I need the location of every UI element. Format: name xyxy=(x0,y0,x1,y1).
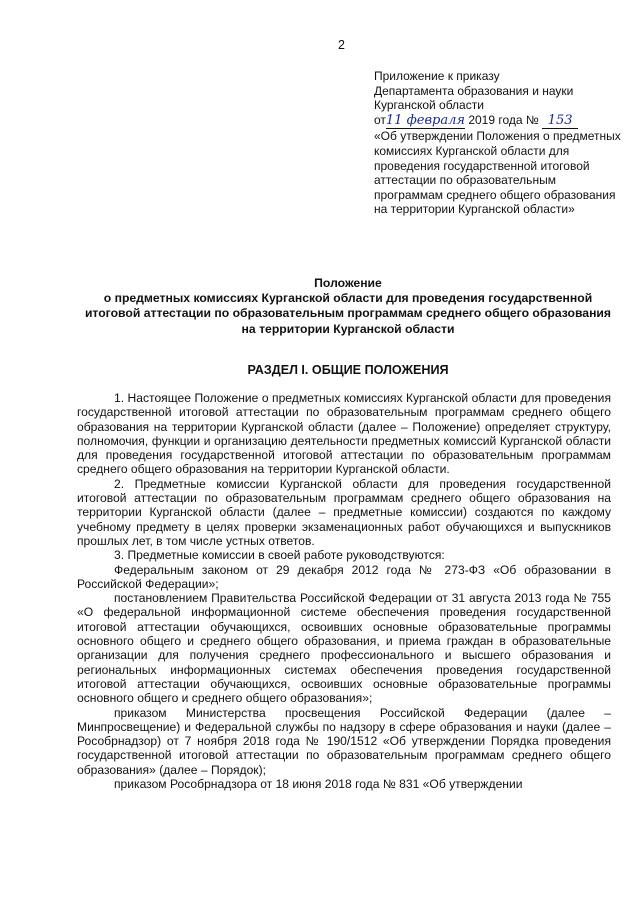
date-prefix: от xyxy=(374,112,386,127)
paragraph: 1. Настоящее Положение о предметных комиссиях Курганской области для проведения государственной итоговой аттестации по образовательным программам среднего общего образования на территории Курганской области (далее – Положение) определяет структуру, полномочия, функции и организацию деятельности предметных комиссий Курганской области для проведения государственной итоговой аттестации по образовательным программам среднего общего образования на территории Курганской области. xyxy=(77,391,611,477)
paragraph: приказом Министерства просвещения Российской Федерации (далее – Минпросвещение) и Федеральной службы по надзору в сфере образования и науки (далее – Рособрнадзор) от 7 ноября 2018 года № 190/1512 «Об утверждении Порядка проведения государственной итоговой аттестации по образовательным программам среднего общего образования» (далее – Порядок); xyxy=(77,705,611,777)
document-body xyxy=(77,391,611,791)
appendix-subject: «Об утверждении Положения о предметных комиссиях Курганской области для проведения государственной итоговой аттестации по образовательным программам среднего общего образования на территории Курганской области» xyxy=(374,129,621,217)
paragraph: 2. Предметные комиссии Курганской области для проведения государственной итоговой аттестации по образовательным программам среднего общего образования на территории Курганской области (далее – предметные комиссии) создаются по каждому учебному предмету в целях проверки экзаменационных работ обучающихся и выпускников прошлых лет, в том числе устных ответов. xyxy=(77,476,611,548)
paragraph: 3. Предметные комиссии в своей работе руководствуются: xyxy=(114,548,445,563)
paragraph: постановлением Правительства Российской Федерации от 31 августа 2013 года № 755 «О федеральной информационной системе обеспечения проведения государственной итоговой аттестации обучающихся, освоивших основные образовательные программы основного общего и среднего общего образования, и приема граждан в образовательные организации для получения среднего профессионального и высшего образования и региональных информационных системах обеспечения проведения государственной итоговой аттестации обучающихся, освоивших основные образовательные программы основного общего и среднего общего образования»; xyxy=(77,591,611,706)
appendix-header xyxy=(374,69,624,217)
appendix-line: Приложение к приказу xyxy=(374,69,500,83)
document-title xyxy=(78,276,618,337)
page-number: 2 xyxy=(338,38,345,52)
section-heading: РАЗДЕЛ I. ОБЩИЕ ПОЛОЖЕНИЯ xyxy=(247,363,449,377)
paragraph: Федеральным законом от 29 декабря 2012 года № 273-ФЗ «Об образовании в Российской Федерации»; xyxy=(77,562,611,591)
paragraph: приказом Рособрнадзора от 18 июня 2018 года № 831 «Об утверждении xyxy=(114,777,523,792)
title-line-1: Положение xyxy=(314,276,382,290)
date-suffix: 2019 года № xyxy=(468,112,539,127)
appendix-date-line xyxy=(374,113,624,130)
handwritten-date: 11 февраля xyxy=(385,112,465,128)
appendix-line: Департамента образования и науки xyxy=(374,83,574,98)
title-line-2: о предметных комиссиях Курганской области для проведения государственной итоговой аттестации по образовательным программам среднего общего образования на территории Курганской области xyxy=(84,291,612,336)
handwritten-number: 153 xyxy=(542,114,578,130)
appendix-line: Курганской области xyxy=(374,98,484,113)
